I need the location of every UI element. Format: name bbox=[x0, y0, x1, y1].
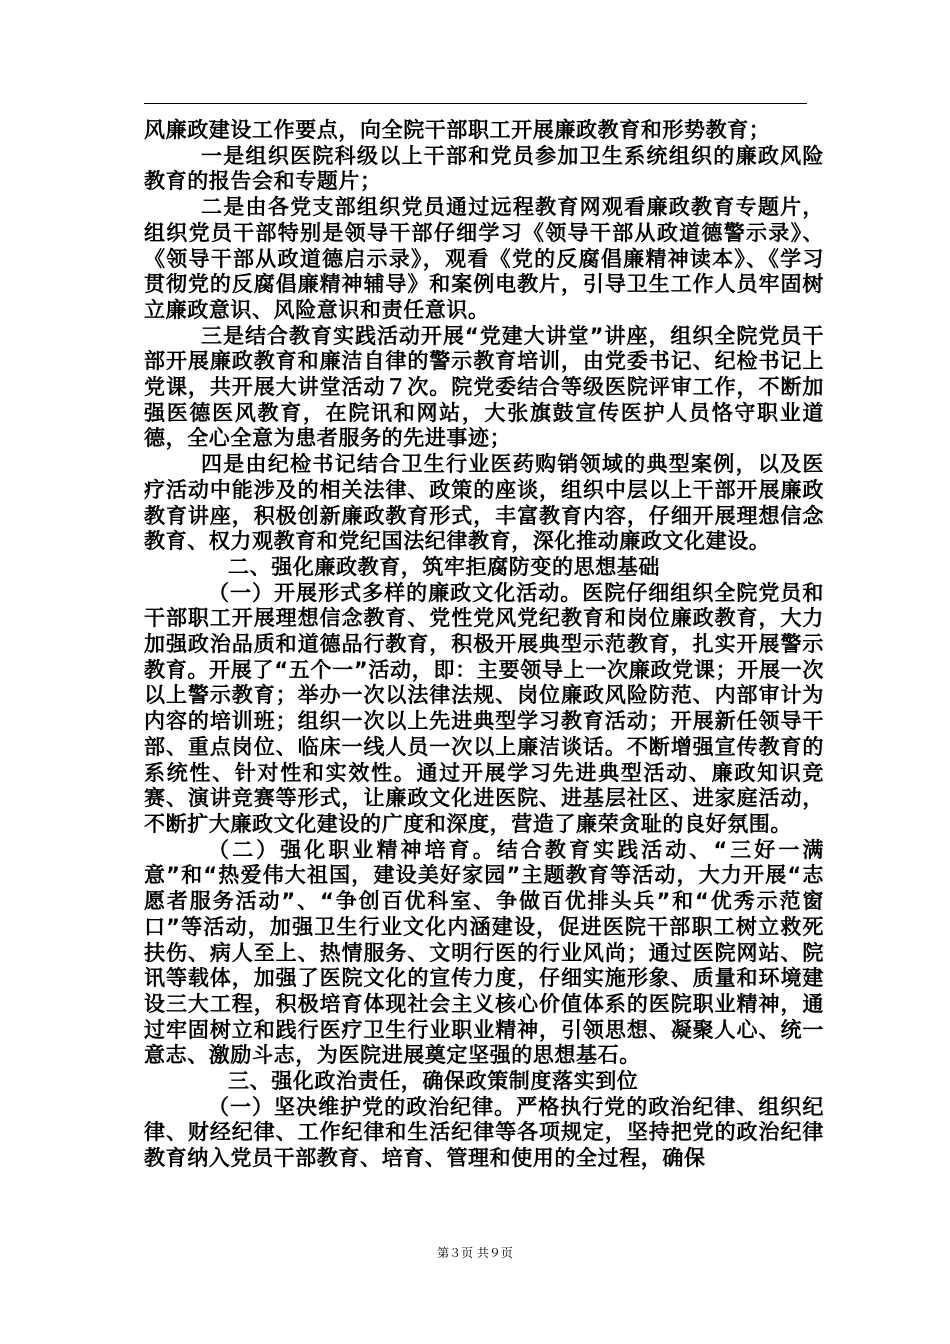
paragraph-subsection-2-1: （一）开展形式多样的廉政文化活动。医院仔细组织全院党员和干部职工开展理想信念教育、党性党风党纪教育和岗位廉政教育，大力加强政治品质和道德品行教育，积极开展典型示范教育，扎实开展警示教育。开展了“五个一”活动，即：主要领导上一次廉政党课；开展一次以上警示教育；举办一次以法律法规、岗位廉政风险防范、内部审计为内容的培训班；组织一次以上先进典型学习教育活动；开展新任领导干部、重点岗位、临床一线人员一次以上廉洁谈话。不断增强宣传教育的系统性、针对性和实效性。通过开展学习先进典型活动、廉政知识竞赛、演讲竞赛等形式，让廉政文化进医院、进基层社区、进家庭活动，不断扩大廉政文化建设的广度和深度，营造了廉荣贪耻的良好氛围。 bbox=[144, 580, 824, 836]
document-body bbox=[144, 118, 824, 1172]
paragraph-item-3: 三是结合教育实践活动开展“党建大讲堂”讲座，组织全院党员干部开展廉政教育和廉洁自律的警示教育培训，由党委书记、纪检书记上党课，共开展大讲堂活动７次。院党委结合等级医院评审工作，不断加强医德医风教育，在院讯和网站，大张旗鼓宣传医护人员恪守职业道德，全心全意为患者服务的先进事迹； bbox=[144, 323, 824, 451]
header-rule bbox=[144, 103, 807, 104]
paragraph-item-2: 二是由各党支部组织党员通过远程教育网观看廉政教育专题片，组织党员干部特别是领导干部仔细学习《领导干部从政道德警示录》、《领导干部从政道德启示录》，观看《党的反腐倡廉精神读本》、《学习贯彻党的反腐倡廉精神辅导》和案例电教片，引导卫生工作人员牢固树立廉政意识、风险意识和责任意识。 bbox=[144, 195, 824, 322]
paragraph-subsection-3-1: （一）坚决维护党的政治纪律。严格执行党的政治纪律、组织纪律、财经纪律、工作纪律和生活纪律等各项规定，坚持把党的政治纪律教育纳入党员干部教育、培育、管理和使用的全过程，确保 bbox=[144, 1094, 824, 1171]
paragraph-subsection-2-2: （二）强化职业精神培育。结合教育实践活动、“三好一满意”和“热爱伟大祖国，建设美好家园”主题教育等活动，大力开展“志愿者服务活动”、“争创百优科室、争做百优排头兵”和“优秀示范窗口”等活动，加强卫生行业文化内涵建设，促进医院干部职工树立救死扶伤、病人至上、热情服务、文明行医的行业风尚；通过医院网站、院讯等载体，加强了医院文化的宣传力度，仔细实施形象、质量和环境建设三大工程，积极培育体现社会主义核心价值体系的医院职业精神，通过牢固树立和践行医疗卫生行业职业精神，引领思想、凝聚人心、统一意志、激励斗志，为医院进展奠定坚强的思想基石。 bbox=[144, 837, 824, 1068]
section-heading-3: 三、强化政治责任，确保政策制度落实到位 bbox=[228, 1069, 639, 1094]
page-number-footer: 第３页 共９页 bbox=[437, 1246, 513, 1260]
paragraph-item-4: 四是由纪检书记结合卫生行业医药购销领域的典型案例，以及医疗活动中能涉及的相关法律、政策的座谈，组织中层以上干部开展廉政教育讲座，积极创新廉政教育形式，丰富教育内容，仔细开展理想信念教育、权力观教育和党纪国法纪律教育，深化推动廉政文化建设。 bbox=[144, 452, 824, 554]
paragraph-continuation: 风廉政建设工作要点，向全院干部职工开展廉政教育和形势教育； bbox=[144, 118, 771, 142]
section-heading-2: 二、强化廉政教育，筑牢拒腐防变的思想基础 bbox=[228, 554, 660, 579]
paragraph-item-1: 一是组织医院科级以上干部和党员参加卫生系统组织的廉政风险教育的报告会和专题片； bbox=[144, 143, 824, 194]
